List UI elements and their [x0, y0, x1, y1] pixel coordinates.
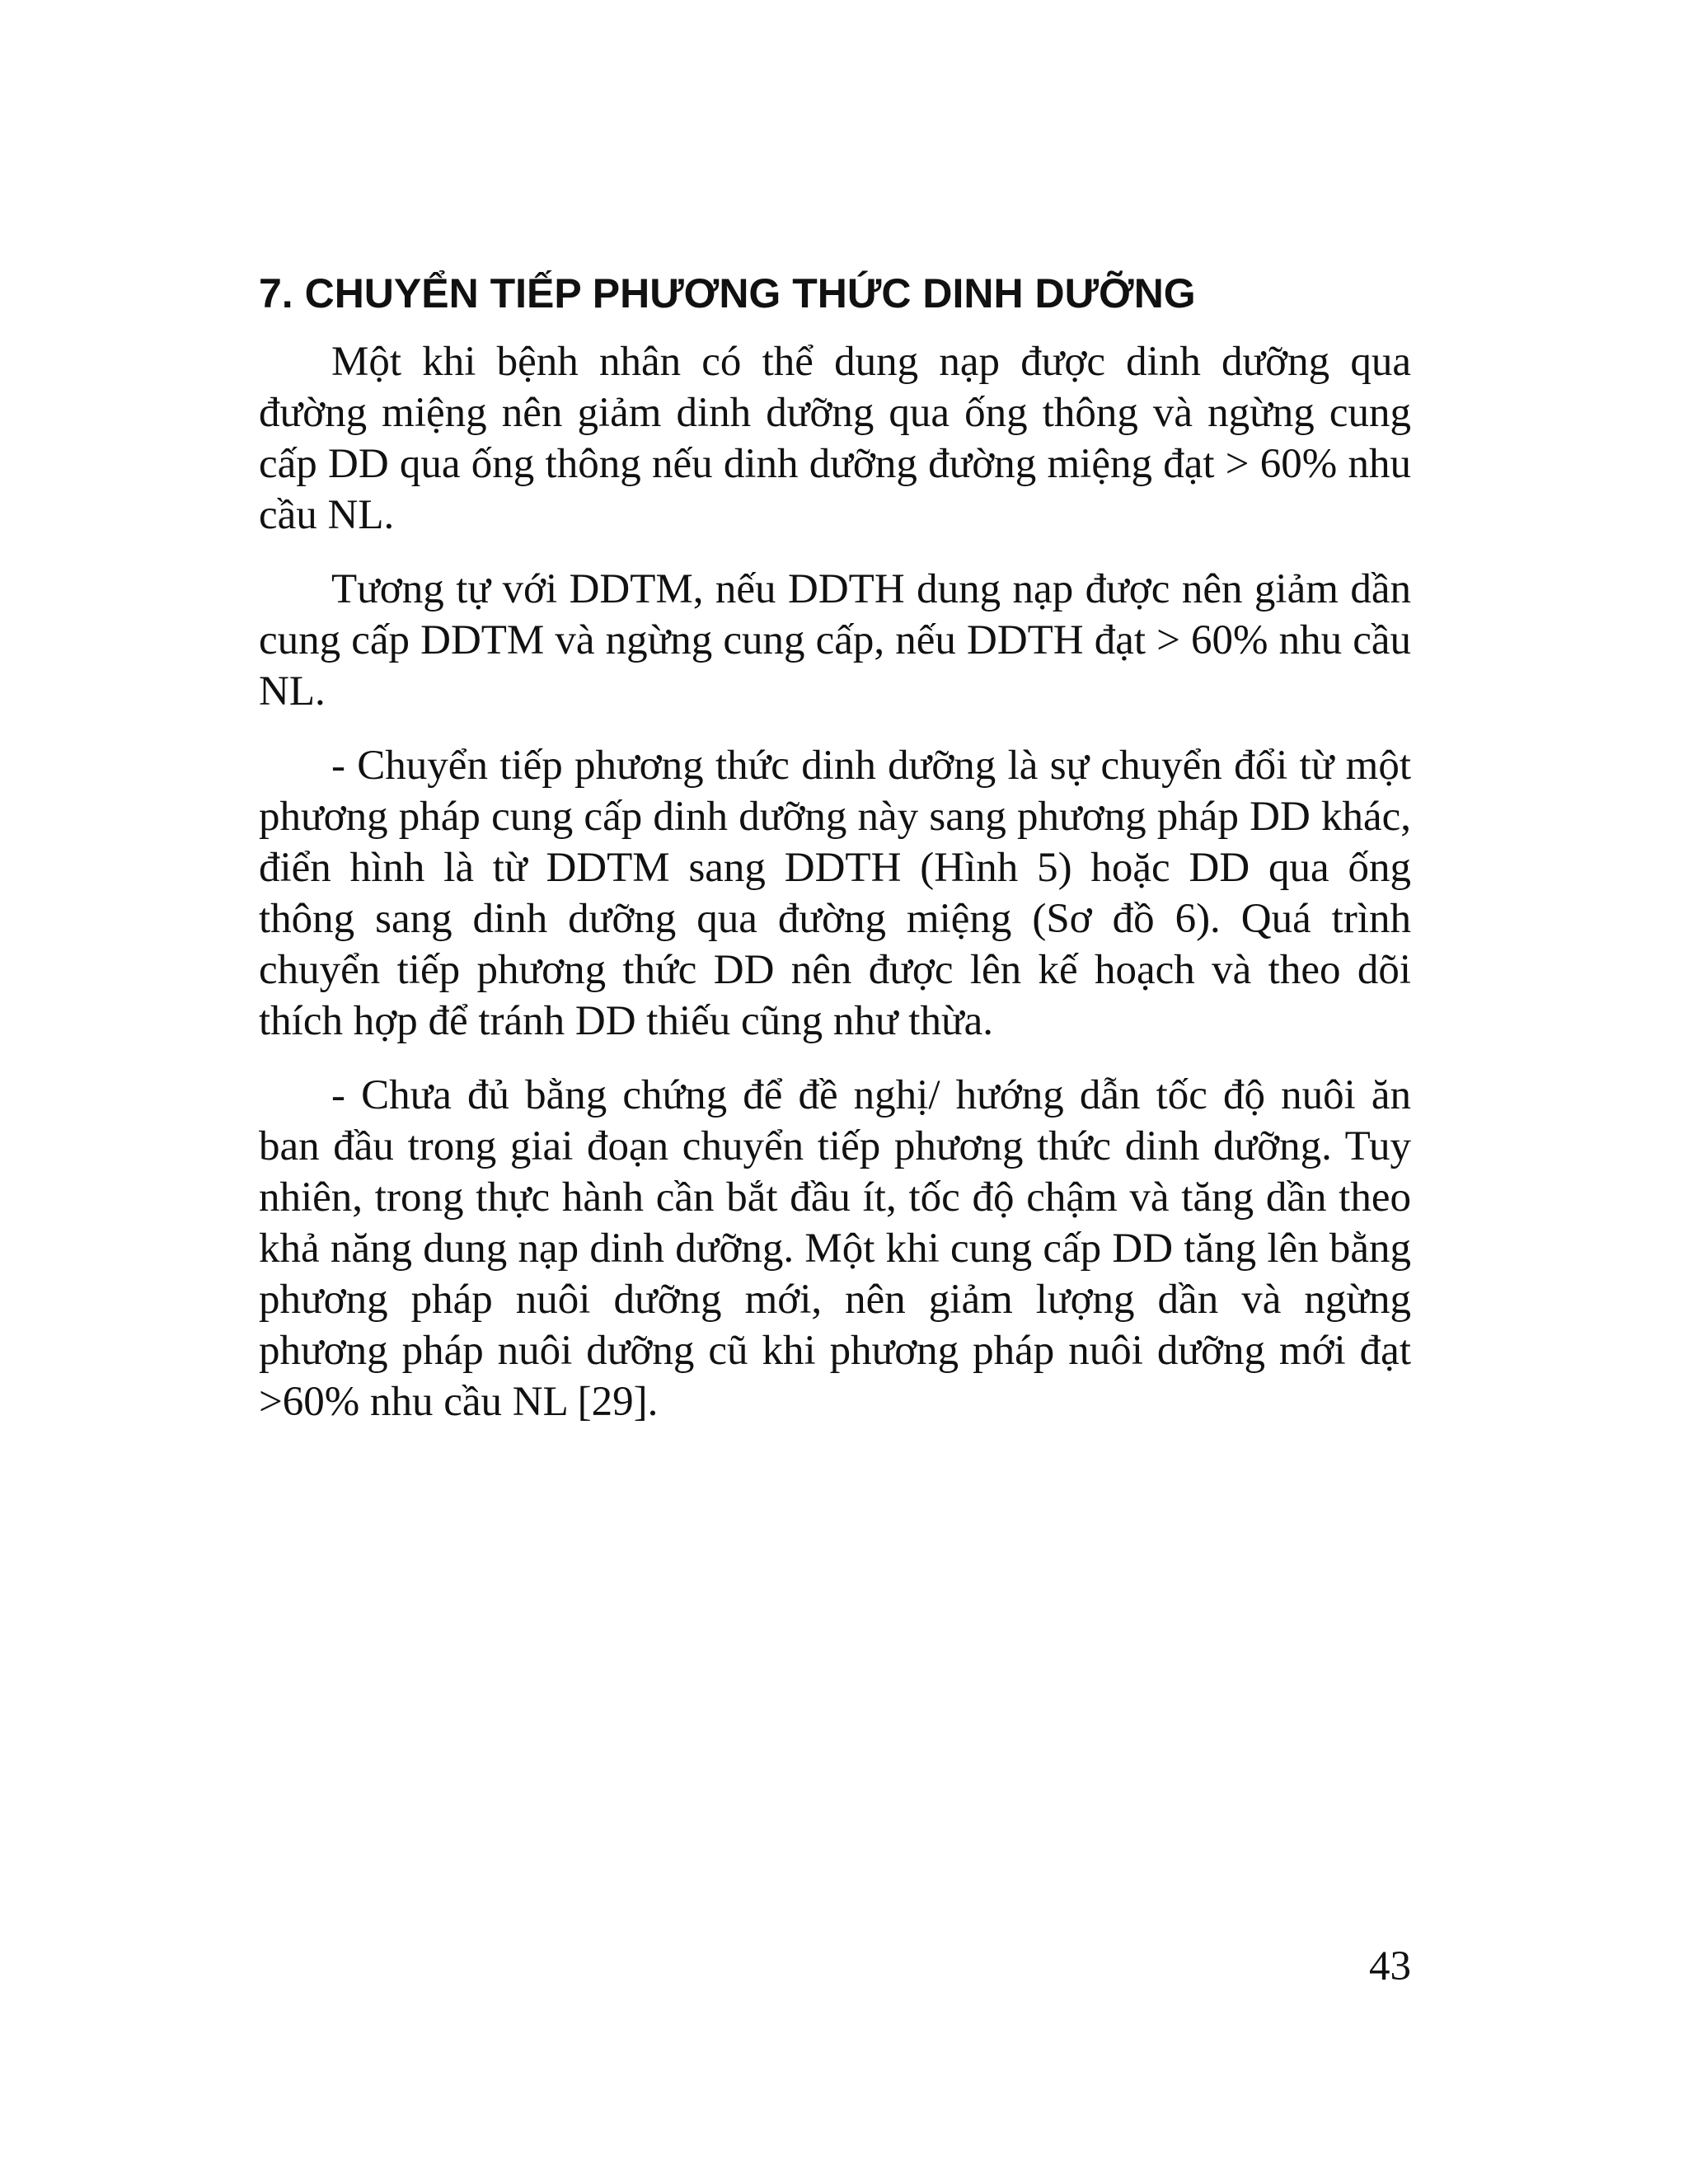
page-content [259, 269, 1411, 1451]
page-number: 43 [1369, 1943, 1411, 1990]
paragraph-transition-definition: - Chuyển tiếp phương thức dinh dưỡng là sự chuyển đổi từ một phương pháp cung cấp dinh dưỡng này sang phương pháp DD khác, điển hình là từ DDTM sang DDTH (Hình 5) hoặc DD qua ống thông sang dinh dưỡng qua đường miệng (Sơ đồ 6). Quá trình chuyển tiếp phương thức DD nên được lên kế hoạch và theo dõi thích hợp để tránh DD thiếu cũng như thừa. [259, 743, 1411, 1044]
section-heading: 7. CHUYỂN TIẾP PHƯƠNG THỨC DINH DƯỠNG [259, 270, 1196, 316]
paragraph-transition-rate: - Chưa đủ bằng chứng để đề nghị/ hướng dẫn tốc độ nuôi ăn ban đầu trong giai đoạn chuyển tiếp phương thức dinh dưỡng. Tuy nhiên, trong thực hành cần bắt đầu ít, tốc độ chậm và tăng dần theo khả năng dung nạp dinh dưỡng. Một khi cung cấp DD tăng lên bằng phương pháp nuôi dưỡng mới, nên giảm lượng dần và ngừng phương pháp nuôi dưỡng cũ khi phương pháp nuôi dưỡng mới đạt >60% nhu cầu NL [29]. [259, 1072, 1411, 1425]
paragraph-oral-transition: Một khi bệnh nhân có thể dung nạp được dinh dưỡng qua đường miệng nên giảm dinh dưỡng qua ống thông và ngừng cung cấp DD qua ống thông nếu dinh dưỡng đường miệng đạt > 60% nhu cầu NL. [259, 339, 1411, 538]
paragraph-parenteral-transition: Tương tự với DDTM, nếu DDTH dung nạp được nên giảm dần cung cấp DDTM và ngừng cung cấp, nếu DDTH đạt > 60% nhu cầu NL. [259, 566, 1411, 715]
